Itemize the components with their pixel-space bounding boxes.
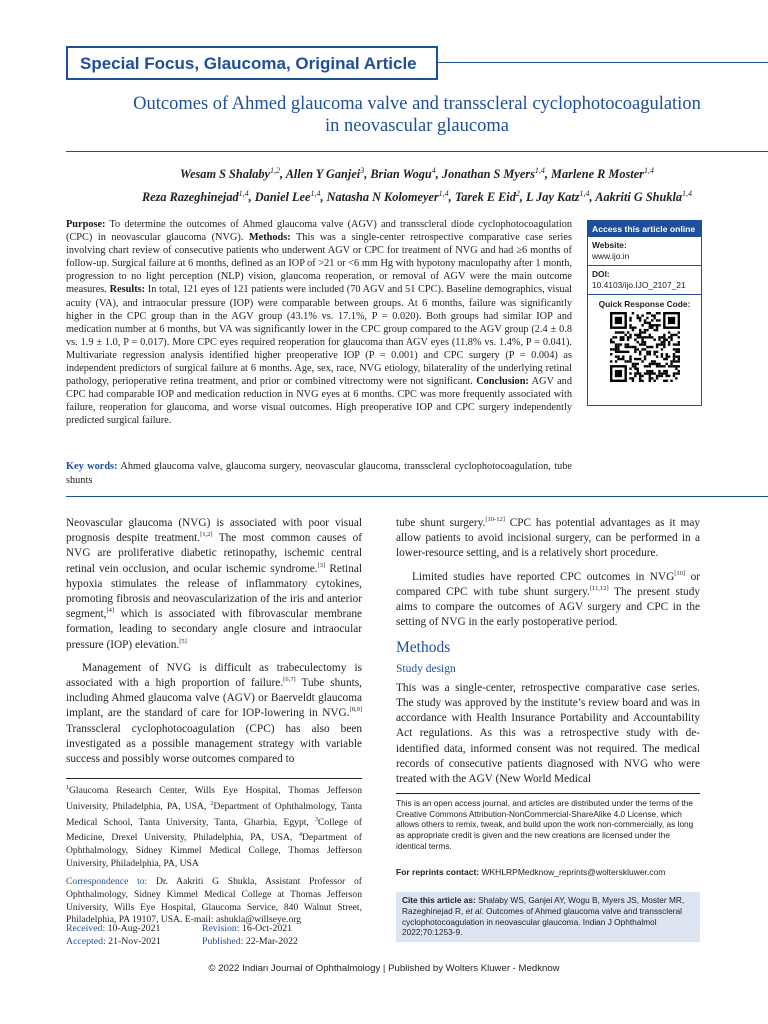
correspondence-text: Dr. Aakriti G Shukla, Assistant Professor of Ophthalmology, Sidney Kimmel Medical College at Thomas Jefferson University, Wills Eye Hospital, Glaucoma Service, 840 Walnut Street, Philadelphia, PA 19107, USA. E-mail: ashukla@willseye.org bbox=[66, 876, 362, 926]
intro-paragraph-2 bbox=[66, 661, 362, 767]
author-name: Reza Razeghinejad bbox=[141, 190, 239, 205]
text-run: Limited studies have reported CPC outcomes in NVG bbox=[412, 570, 675, 583]
citation-ref: 3 bbox=[314, 816, 318, 823]
revision-date: 16-Oct-2021 bbox=[242, 923, 293, 934]
text-run: The present study aims to compare the outcomes of AGV surgery and CPC in the setting of NVG in the early postoperative period. bbox=[396, 585, 700, 629]
citation-post: Outcomes of Ahmed glaucoma valve and transscleral cyclophotocoagulation in neovascular glaucoma. Indian J Ophthalmol 2022;70:1253-9. bbox=[402, 905, 682, 938]
citation-ref: [10] bbox=[674, 569, 686, 577]
text-run: Neovascular glaucoma (NVG) is associated with poor visual prognosis despite treatment. bbox=[66, 517, 362, 545]
citation-ref: 4 bbox=[299, 832, 302, 839]
keywords-label: Key words: bbox=[66, 461, 118, 472]
received-date: 10-Aug-2021 bbox=[107, 923, 161, 934]
author-affiliation-sup: 4 bbox=[431, 166, 436, 175]
title-line-2: in neovascular glaucoma bbox=[325, 116, 509, 136]
access-box-heading: Access this article online bbox=[588, 221, 701, 237]
citation-label: Cite this article as: bbox=[402, 895, 476, 905]
author-affiliation-sup: 1,4 bbox=[438, 189, 449, 199]
citation-ref: [1,2] bbox=[200, 531, 213, 539]
author-affiliation-sup: 1,4 bbox=[682, 189, 693, 199]
text-run: or compared CPC with tube shunt surgery. bbox=[396, 570, 700, 598]
methods-heading: Methods bbox=[396, 639, 451, 657]
text-run: Retinal hypoxia stimulates the release of inflammatory cytokines, promoting fibrosis and neovascularization of the iris and anterior segment, bbox=[66, 562, 362, 621]
author-name: Brian Wogu bbox=[370, 167, 432, 182]
author-affiliation-sup: 1,4 bbox=[534, 166, 545, 175]
text-run: Transscleral cyclophotocoagulation (CPC) has also been investigated as a possible management strategy with variable success and possibly worse outcomes compared to bbox=[66, 722, 362, 766]
conclusion-label: Conclusion: bbox=[476, 376, 529, 388]
text-run: Department of Ophthalmology, Tanta Medical School, Tanta University, Tanta, Gharbia, Egypt, bbox=[66, 800, 362, 828]
author-name: Daniel Lee bbox=[254, 190, 311, 205]
website-link[interactable]: www.ijo.in bbox=[592, 251, 630, 261]
section-label-box bbox=[66, 46, 438, 80]
page-footer: © 2022 Indian Journal of Ophthalmology | Published by Wolters Kluwer - Medknow bbox=[208, 963, 560, 974]
footnote-rule bbox=[66, 778, 362, 779]
text-run: Glaucoma Research Center, Wills Eye Hospital, Thomas Jefferson University, Philadelphia, PA, USA, bbox=[66, 785, 362, 812]
affiliation-text bbox=[66, 782, 362, 870]
revision-label: Revision: bbox=[202, 923, 240, 934]
purpose-label: Purpose: bbox=[66, 219, 106, 230]
received-label: Received: bbox=[66, 923, 106, 934]
text-run: College of Medicine, Drexel University, Philadelphia, PA, USA, bbox=[66, 816, 362, 844]
correspondence-label: Correspondence to: bbox=[66, 876, 148, 888]
title-line-1: Outcomes of Ahmed glaucoma valve and transscleral cyclophotocoagulation bbox=[133, 94, 701, 114]
citation-ref: 2 bbox=[210, 800, 214, 807]
citation-box bbox=[396, 892, 700, 942]
text-run: Department of Ophthalmology, Sidney Kimmel Medical College, Thomas Jefferson University, Philadelphia, PA, USA bbox=[66, 832, 362, 869]
website-label: Website: bbox=[592, 240, 627, 250]
keywords bbox=[66, 460, 572, 488]
reprints-email[interactable]: WKHLRPMedknow_reprints@wolterskluwer.com bbox=[479, 867, 666, 877]
citation-ref: [5] bbox=[179, 637, 187, 645]
qr-label: Quick Response Code: bbox=[598, 299, 691, 309]
reprints-contact bbox=[396, 867, 700, 877]
citation-ref: [11,12] bbox=[589, 585, 609, 593]
author-affiliation-sup: 1,2 bbox=[270, 166, 281, 175]
author-affiliation-sup: 1,4 bbox=[579, 189, 590, 199]
author-name: L Jay Katz bbox=[526, 190, 580, 205]
article-access-box bbox=[587, 220, 702, 406]
author-name: Marlene R Moster bbox=[551, 167, 644, 182]
keywords-text: Ahmed glaucoma valve, glaucoma surgery, neovascular glaucoma, transscleral cyclophotocoagulation, tube shunts bbox=[66, 461, 572, 486]
author-affiliation-sup: 1,4 bbox=[643, 166, 654, 175]
author-name: Jonathan S Myers bbox=[441, 167, 535, 182]
author-name: Aakriti G Shukla bbox=[595, 190, 683, 205]
body-column-left bbox=[66, 516, 362, 767]
author-name: Allen Y Ganjei bbox=[285, 167, 361, 182]
author-line-2: Reza Razeghinejad$^{1,4}$, Daniel Lee$^{1,4}$, Natasha N Kolomeyer$^{1,4}$, Tarek E Eid$^2$, L Jay Katz$^{1,4}$, Aakriti G Shukla$^{1,4}$ bbox=[141, 189, 693, 205]
reprints-label: For reprints contact: bbox=[396, 867, 480, 877]
purpose-text: To determine the outcomes of Ahmed glaucoma valve (AGV) and transscleral diode cyclophotocoagulation (CPC) in neovascular glaucoma (NVG). bbox=[66, 219, 572, 244]
text-run: Tube shunts, including Ahmed glaucoma valve (AGV) or Baerveldt glaucoma implant, are the standard of care for IOP-lowering in NVG. bbox=[66, 677, 362, 720]
methods-label: Methods: bbox=[248, 232, 291, 244]
doi-label: DOI: bbox=[592, 269, 610, 279]
doi-row bbox=[588, 266, 701, 295]
doi-link[interactable]: 10.4103/ijo.IJO_2107_21 bbox=[592, 280, 686, 290]
body-column-right bbox=[396, 516, 700, 787]
author-list bbox=[66, 161, 768, 207]
author-affiliation-sup: 3 bbox=[360, 166, 365, 175]
correspondence bbox=[66, 876, 362, 926]
qr-code-icon[interactable] bbox=[610, 312, 680, 382]
author-line-1: Wesam S Shalaby$^{1,2}$, Allen Y Ganjei$^3$, Brian Wogu$^4$, Jonathan S Myers$^{1,4}$, Marlene R Moster$^{1,4}$ bbox=[180, 166, 654, 182]
article-dates bbox=[66, 922, 366, 948]
author-name: Wesam S Shalaby bbox=[180, 167, 271, 182]
license-notice: This is an open access journal, and articles are distributed under the terms of the Creative Commons Attribution-NonCommercial-ShareAlike 4.0 License, which allows others to remix, tweak, and build upon the work non-commercially, as long as appropriate credit is given and the new creations are licensed under the identical terms. bbox=[396, 798, 694, 851]
author-affiliation-sup: 1,4 bbox=[310, 189, 321, 199]
intro-paragraph-3 bbox=[396, 516, 700, 562]
text-run: The most common causes of NVG are proliferative diabetic retinopathy, ischemic central retinal vein occlusion, and ocular ischemic syndrome. bbox=[66, 532, 362, 575]
text-run: Management of NVG is difficult as trabeculectomy is associated with a high proportion of failure. bbox=[66, 661, 362, 690]
results-label: Results: bbox=[109, 284, 146, 296]
citation-etal: et al. bbox=[465, 905, 484, 916]
title-rule bbox=[66, 151, 768, 152]
license-rule bbox=[396, 793, 700, 794]
citation-ref: [10-12] bbox=[485, 516, 505, 524]
citation-ref: [8,9] bbox=[349, 706, 362, 714]
author-name: Tarek E Eid bbox=[454, 190, 516, 205]
citation-ref: [4] bbox=[106, 607, 115, 615]
citation-ref: 1 bbox=[66, 785, 69, 791]
published-date: 22-Mar-2022 bbox=[245, 936, 298, 947]
website-row bbox=[588, 237, 701, 266]
article-title bbox=[66, 93, 768, 137]
study-design-paragraph: This was a single-center, retrospective comparative case series. The study was approved by the institute’s review board and was in accordance with Health Insurance Portability and Accountability Act regulations. As this was a retrospective study with de-identified data, informed consent was not required. The medical records of consecutive patients diagnosed with NVG who were treated with the AGV (New World Medical bbox=[396, 681, 700, 786]
abstract-rule bbox=[66, 496, 768, 497]
author-name: Natasha N Kolomeyer bbox=[326, 190, 439, 205]
author-affiliation-sup: 2 bbox=[515, 189, 520, 199]
section-label: Special Focus, Glaucoma, Original Article bbox=[80, 54, 417, 73]
abstract bbox=[66, 218, 572, 428]
published-label: Published: bbox=[202, 936, 244, 947]
citation-ref: [3] bbox=[317, 561, 326, 569]
study-design-heading: Study design bbox=[396, 662, 456, 675]
conclusion-text: AGV and CPC had comparable IOP and medication reduction in NVG eyes at 6 months. CPC was more frequently associated with failure, reoperation for glaucoma, and worse visual outcomes. High preoperative IOP and CPC surgery independently predicted surgical failure. bbox=[66, 376, 572, 427]
text-run: which is associated with fibrovascular membrane formation, leading to secondary angle closure and intraocular pressure (IOP) elevation. bbox=[66, 608, 362, 651]
author-affiliation-sup: 1,4 bbox=[238, 189, 249, 199]
methods-text: This was a single-center retrospective comparative case series involving chart review of consecutive patients who underwent AGV or CPC for treatment of NVG and had ≥6 months of follow-up. Surgical failure at 6 months, defined as an IOP of >21 or <6 mm Hg with hypotony maculopathy after 1 month, progression to no light perception (NLP) vision, glaucoma reoperation, or removal of AGV were the main outcome measures. bbox=[66, 232, 572, 296]
text-run: CPC has potential advantages as it may allow patients to avoid incisional surgery, can be performed in a lower-resource setting, and is a relatively short procedure. bbox=[396, 517, 700, 560]
citation-pre: Shalaby WS, Ganjei AY, Wogu B, Myers JS, Moster MR, Razeghinejad R, bbox=[402, 895, 685, 916]
citation-ref: [6,7] bbox=[283, 676, 296, 684]
text-run: tube shunt surgery. bbox=[396, 517, 486, 529]
results-text: In total, 121 eyes of 121 patients were included (70 AGV and 51 CPC). Baseline demographics, visual acuity (VA), and intraocular pressure (IOP) were comparable between groups. At 6 months, failure was significantly higher in the CPC group than in the AGV group (43.1% vs. 17.1%, P = 0.020). Both groups had similar IOP and medication number at 6 months, but VA was significantly lower in the CPC group compared to the AGV group (2.4 ± 0.8 vs. 1.9 ± 1.0, P = 0.017). More CPC eyes required reoperation for glaucoma than AGV eyes (11.8% vs. 1.4%, P = 0.041). Multivariate regression analysis identified higher preoperative IOP (P = 0.001) and CPC surgery (P = 0.004) as independent predictors of surgical failure at 6 months. Age, sex, race, NVG etiology, bilaterality of the underlying retinal pathology, perioperative retina treatment, and prior or combined vitrectomy were not significant. bbox=[66, 284, 572, 388]
affiliations bbox=[66, 782, 362, 927]
intro-paragraph-4 bbox=[396, 570, 700, 631]
intro-paragraph-1 bbox=[66, 516, 362, 653]
accepted-date: 21-Nov-2021 bbox=[108, 936, 161, 947]
accepted-label: Accepted: bbox=[66, 936, 106, 947]
